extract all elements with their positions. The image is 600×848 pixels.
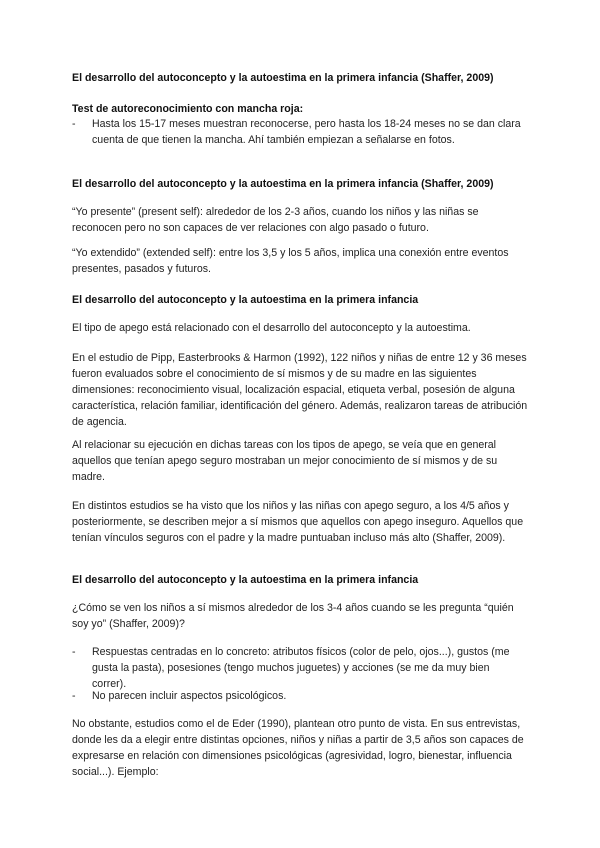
- paragraph-eder-study: No obstante, estudios como el de Eder (1990), plantean otro punto de vista. En sus entrevistas, donde les da a elegir entre distintas opciones, niños y niñas a partir de 3,5 años son capaces de expresarse en relación con dimensiones psicológicas (agresividad, logro, bienestar, influencia social...). Ejemplo:: [72, 718, 524, 778]
- paragraph-pipp-study: En el estudio de Pipp, Easterbrooks & Harmon (1992), 122 niños y niñas de entre 12 y 36 meses fueron evaluados sobre el conocimiento de sí mismos y de su madre en las siguientes dimensiones: reconocimiento visual, localización espacial, etiqueta verbal, posesión de alguna característica, relación familiar, identificación del género. Además, realizaron tareas de atribución de agencia.: [72, 352, 528, 428]
- bullet-dash: -: [72, 690, 76, 702]
- section-2-heading: El desarrollo del autoconcepto y la autoestima en la primera infancia (Shaffer, 2009): [72, 178, 494, 190]
- list-item: [72, 688, 522, 704]
- list-item-text: Hasta los 15-17 meses muestran reconocerse, pero hasta los 18-24 meses no se dan clara cuenta de que tienen la mancha. Ahí también empiezan a señalarse en fotos.: [92, 118, 521, 146]
- paragraph-apego: El tipo de apego está relacionado con el desarrollo del autoconcepto y la autoestima.: [72, 322, 471, 334]
- list-item: [72, 116, 522, 148]
- paragraph-apego-seguro: En distintos estudios se ha visto que los niños y las niñas con apego seguro, a los 4/5 años y posteriormente, se describen mejor a sí mismos que aquellos con apego inseguro. Aquellos que tenían vínculos seguros con el padre y la madre puntuaban incluso más alto (Shaffer, 2009).: [72, 500, 524, 544]
- bullet-dash: -: [72, 118, 76, 130]
- paragraph-question: ¿Cómo se ven los niños a sí mismos alrededor de los 3-4 años cuando se les pregunta “quién soy yo” (Shaffer, 2009)?: [72, 602, 514, 630]
- section-4-heading: El desarrollo del autoconcepto y la autoestima en la primera infancia: [72, 574, 419, 586]
- section-3-heading: El desarrollo del autoconcepto y la autoestima en la primera infancia: [72, 294, 419, 306]
- bullet-dash: -: [72, 646, 76, 658]
- paragraph-ejecucion: Al relacionar su ejecución en dichas tareas con los tipos de apego, se veía que en general aquellos que tenían apego seguro mostraban un mejor conocimiento de sí mismos y de su madre.: [72, 439, 498, 483]
- paragraph-present-self: “Yo presente” (present self): alrededor de los 2-3 años, cuando los niños y las niñas se reconocen pero no son capaces de ver relaciones con algo pasado o futuro.: [72, 206, 479, 234]
- section-1-heading: El desarrollo del autoconcepto y la autoestima en la primera infancia (Shaffer, 2009): [72, 72, 494, 84]
- list-item-text: Respuestas centradas en lo concreto: atributos físicos (color de pelo, ojos...), gustos (me gusta la pasta), posesiones (tengo muchos juguetes) y acciones (se me da muy bien correr).: [92, 646, 510, 690]
- paragraph-extended-self: “Yo extendido” (extended self): entre los 3,5 y los 5 años, implica una conexión entre eventos presentes, pasados y futuros.: [72, 247, 509, 275]
- list-item-text: No parecen incluir aspectos psicológicos.: [92, 690, 287, 702]
- list-item: [72, 644, 522, 692]
- section-1-subheading: Test de autoreconocimiento con mancha roja:: [72, 103, 304, 115]
